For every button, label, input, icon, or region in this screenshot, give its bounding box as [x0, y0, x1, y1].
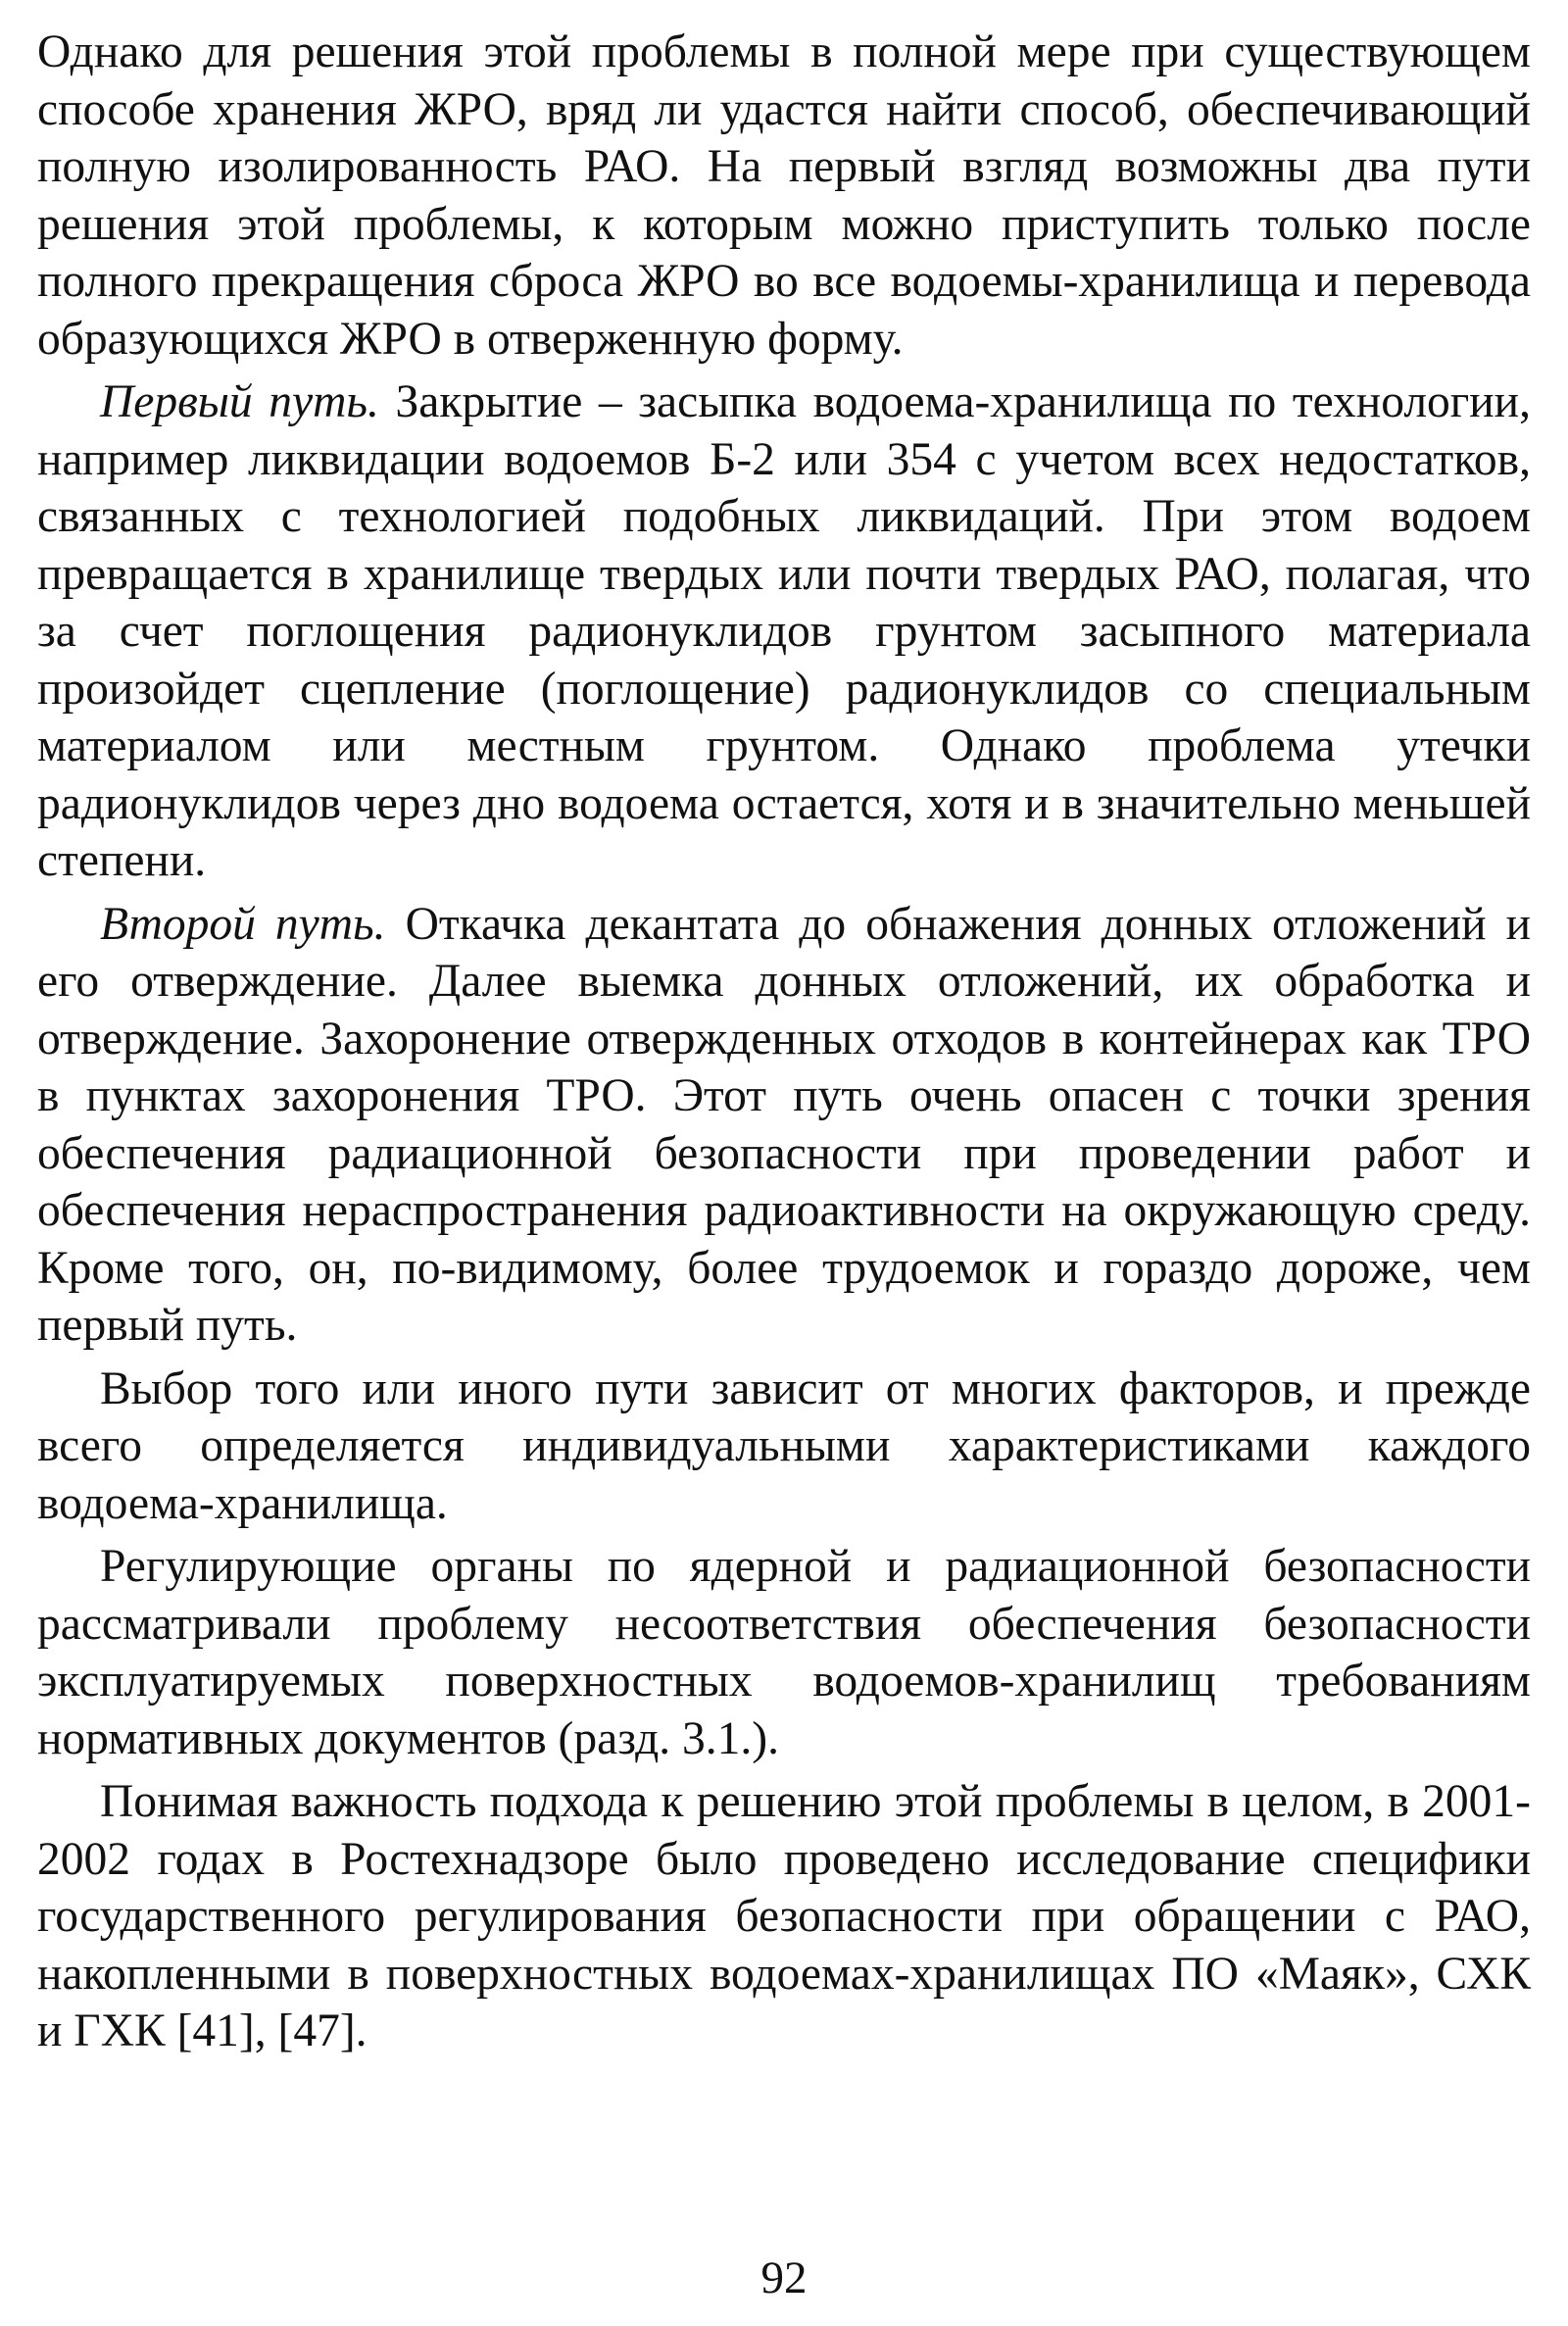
paragraph-lead: Первый путь.	[100, 376, 379, 427]
paragraph-text: Выбор того или иного пути зависит от многих факторов, и прежде всего определяется индивидуальными характеристиками каждого водоема-хранилища.	[37, 1362, 1531, 1529]
paragraph-research	[37, 1773, 1531, 2060]
paragraph-lead: Второй путь.	[100, 898, 386, 950]
paragraph-first-path	[37, 373, 1531, 890]
paragraph-text: Откачка декантата до обнажения донных отложений и его отверждение. Далее выемка донных отложений, их обработка и отверждение. Захоронение отвержденных отходов в контейнерах как ТРО в пунктах захоронения ТРО. Этот путь очень опасен с точки зрения обеспечения радиационной безопасности при проведении работ и обеспечения нераспространения радиоактивности на окружающую среду. Кроме того, он, по-видимому, более трудоемок и гораздо дороже, чем первый путь.	[37, 898, 1531, 1351]
paragraph-text: Закрытие – засыпка водоема-хранилища по технологии, например ликвидации водоемов Б-2 или 354 с учетом всех недостатков, связанных с технологией подобных ликвидаций. При этом водоем превращается в хранилище твердых или почти твердых РАО, полагая, что за счет поглощения радионуклидов грунтом засыпного материала произойдет сцепление (поглощение) радионуклидов со специальным материалом или местным грунтом. Однако проблема утечки радионуклидов через дно водоема остается, хотя и в значительно меньшей степени.	[37, 376, 1531, 886]
page-number: 92	[760, 2252, 808, 2303]
paragraph-text: Регулирующие органы по ядерной и радиационной безопасности рассматривали проблему несоответствия обеспечения безопасности эксплуатируемых поверхностных водоемов-хранилищ требованиям нормативных документов (разд. 3.1.).	[37, 1541, 1531, 1764]
paragraph-second-path	[37, 896, 1531, 1355]
paragraph-intro	[37, 24, 1531, 368]
paragraph-regulators	[37, 1538, 1531, 1767]
document-page	[37, 24, 1531, 2066]
paragraph-text: Понимая важность подхода к решению этой проблемы в целом, в 2001-2002 годах в Ростехнадзоре было проведено исследование специфики государственного регулирования безопасности при обращении с РАО, накопленными в поверхностных водоемах-хранилищах ПО «Маяк», СХК и ГХК [41], [47].	[37, 1776, 1531, 2056]
paragraph-text: Однако для решения этой проблемы в полной мере при существующем способе хранения ЖРО, вряд ли удастся найти способ, обеспечивающий полную изолированность РАО. На первый взгляд возможны два пути решения этой проблемы, к которым можно приступить только после полного прекращения сброса ЖРО во все водоемы-хранилища и перевода образующихся ЖРО в отверженную форму.	[37, 26, 1531, 365]
paragraph-choice	[37, 1361, 1531, 1533]
